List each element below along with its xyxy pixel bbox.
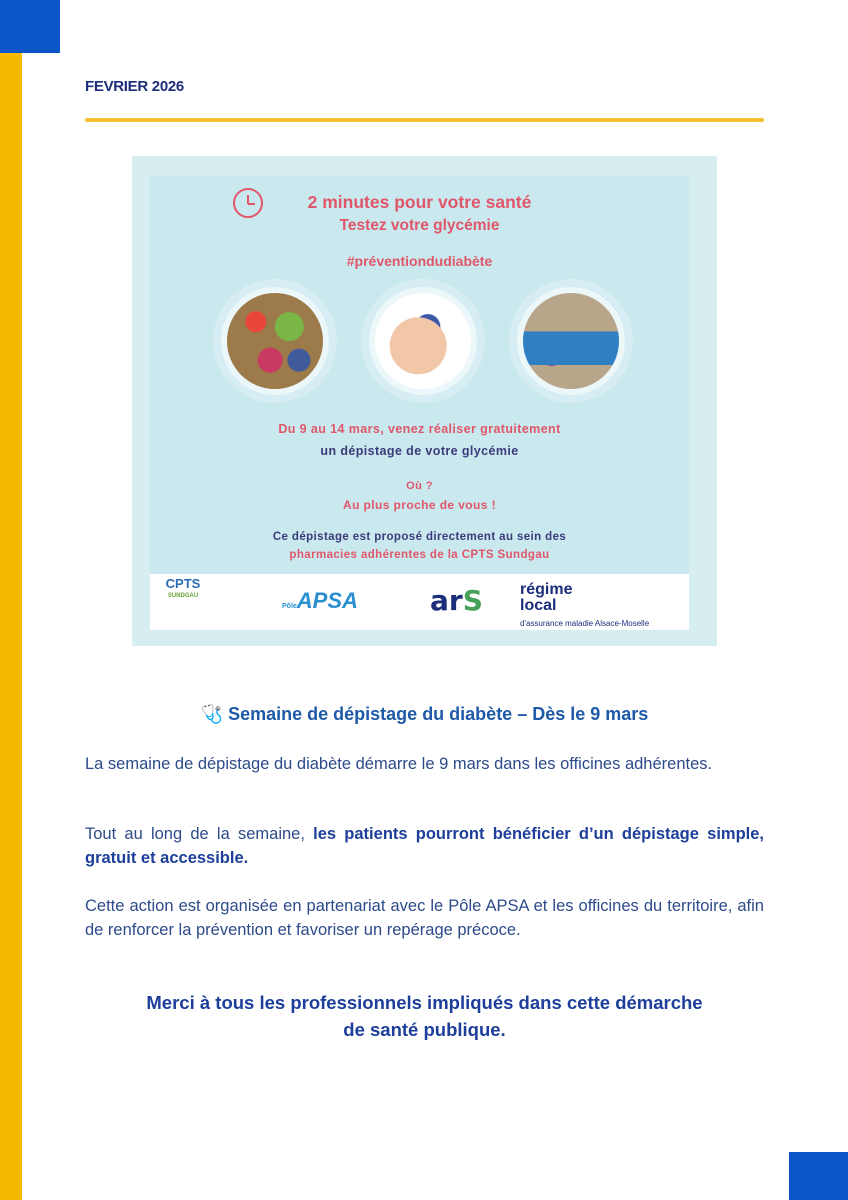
article-paragraph-1: La semaine de dépistage du diabète démarre le 9 mars dans les officines adhérentes. [85,755,713,773]
exercise-image [523,293,619,389]
issue-month: FEVRIER 2026 [85,78,184,95]
poster-title: 2 minutes pour votre santé [307,192,532,212]
ars-logo: arS [430,584,483,617]
poster-subtitle: Testez votre glycémie [339,217,500,234]
article-paragraph-2: Tout au long de la semaine, les patients pourront bénéficier d’un dépistage simple, gratuit et accessible. [85,825,764,867]
article-paragraph-3: Cette action est organisée en partenariat avec le Pôle APSA et les officines du territoire, afin de renforcer la prévention et favoriser un repérage précoce. [85,897,764,939]
poster-info-line-2: pharmacies adhérentes de la CPTS Sundgau [289,549,550,561]
cpts-logo: CPTS SUNDGAU [165,576,201,599]
poster-screening-line: un dépistage de votre glycémie [320,444,519,458]
poster-info-line-1: Ce dépistage est proposé directement au sein des [272,531,567,543]
healthy-food-image [227,293,323,389]
poster-hashtag: #préventiondudiabète [346,253,493,269]
poster-where-question: Où ? [406,480,433,492]
regime-local-logo: régime local d'assurance maladie Alsace-Moselle [520,581,650,628]
pole-apsa-logo: PôleAPSA [282,588,358,613]
corner-block-top-left [0,0,60,53]
corner-block-bottom-right [789,1152,848,1200]
article-heading: 🩺 Semaine de dépistage du diabète – Dès le 9 mars [200,704,649,724]
glucose-meter-image [375,293,471,389]
closing-thanks: Merci à tous les professionnels impliqués dans cette démarche de santé publique. [146,992,703,1040]
poster-dates-line: Du 9 au 14 mars, venez réaliser gratuitement [278,422,561,436]
partner-logos [150,574,689,630]
poster-body [150,176,689,574]
campaign-poster [132,156,717,646]
header-divider [85,118,764,122]
poster-where-answer: Au plus proche de vous ! [343,498,496,512]
side-accent-bar [0,53,22,1200]
